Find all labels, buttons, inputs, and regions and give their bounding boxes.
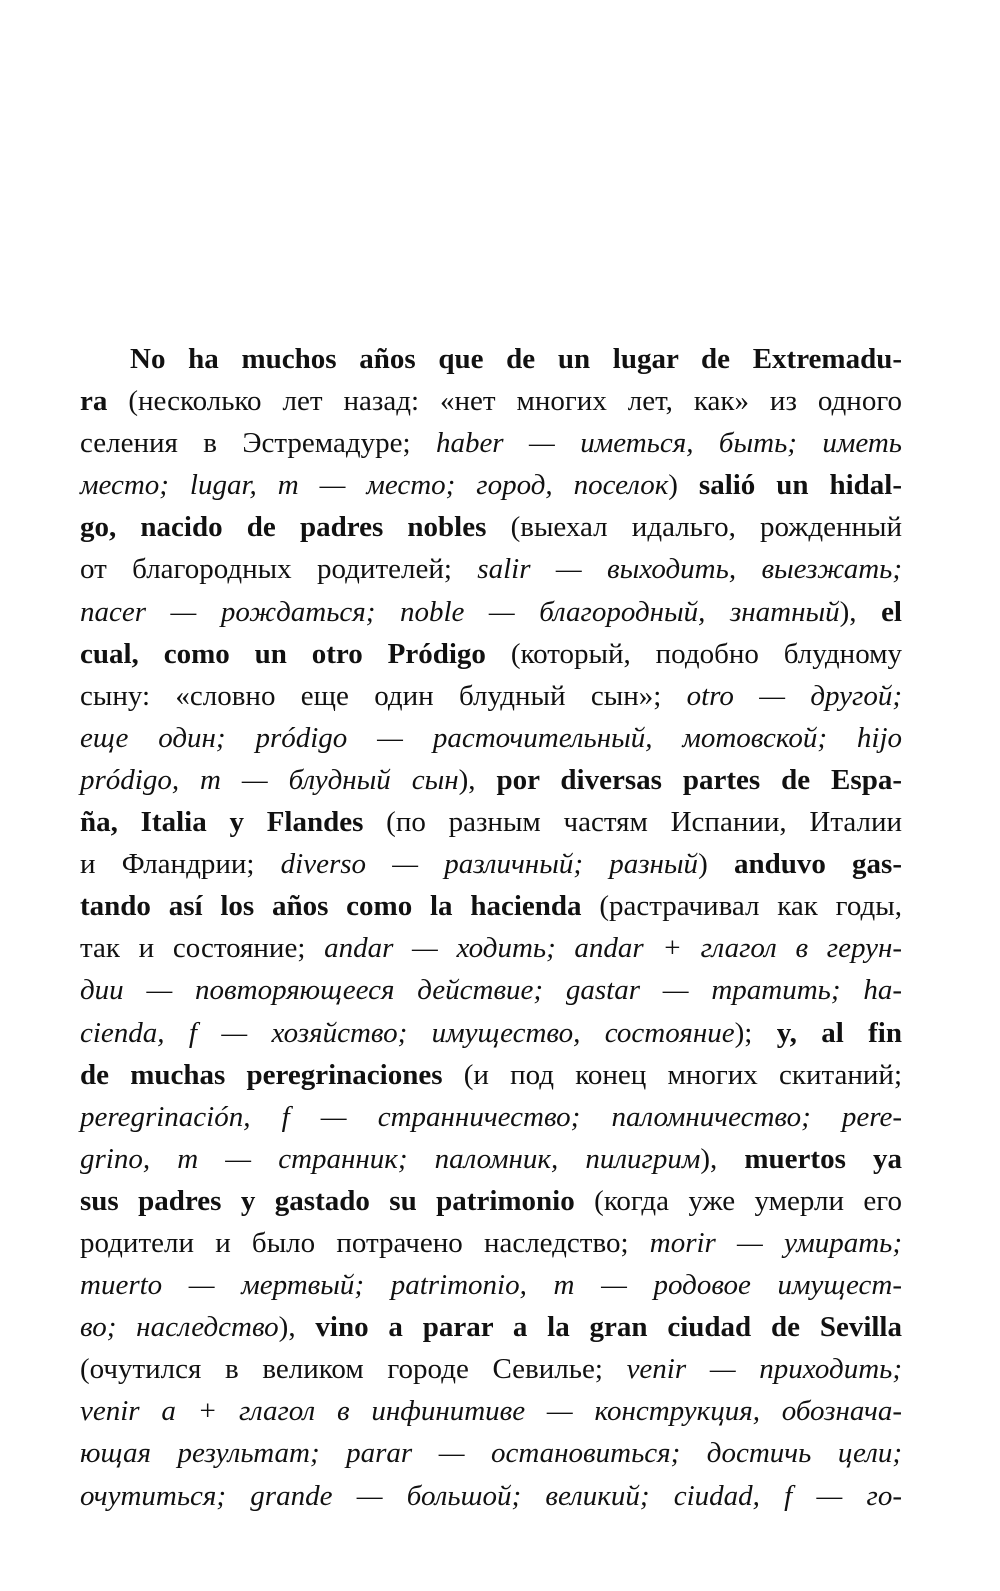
- text-line: [80, 717, 902, 759]
- spanish-text: vino a parar a la gran ciudad de Sevilla: [315, 1311, 902, 1344]
- text-line: [80, 1432, 902, 1474]
- gloss-text: ющая результат; parar — остановиться; достичь цели;: [80, 1437, 902, 1470]
- spanish-text: tando así los años como la hacienda: [80, 890, 582, 923]
- text-line: [80, 548, 902, 590]
- text-line: [80, 759, 902, 801]
- spanish-text: anduvo gas-: [733, 848, 902, 881]
- text-line: [80, 1096, 902, 1138]
- spanish-text: No ha muchos años que de un lugar de Extremadu-: [130, 343, 902, 375]
- gloss-text: cienda, f — хозяйство; имущество, состояние: [80, 1016, 735, 1049]
- gloss-text: andar — ходить; andar + глагол в герун-: [324, 932, 902, 965]
- translation-text: (очутился в великом городе Севилье;: [80, 1353, 627, 1386]
- translation-text: от благородных родителей;: [80, 553, 478, 586]
- gloss-text: pródigo, m — блудный сын: [80, 763, 459, 796]
- text-line: [80, 1180, 902, 1222]
- text-line: [80, 1390, 902, 1432]
- translation-text: ),: [700, 1142, 745, 1175]
- translation-text: ): [668, 469, 699, 502]
- gloss-text: otro — другой;: [686, 679, 903, 712]
- translation-text: сыну: «словно еще один блудный сын»;: [80, 679, 687, 712]
- gloss-text: место; lugar, m — место; город, поселок: [80, 469, 669, 502]
- translation-text: ),: [458, 763, 497, 796]
- gloss-text: дии — повторяющееся действие; gastar — тратить; ha-: [80, 974, 902, 1007]
- gloss-text: salir — выходить, выезжать;: [477, 553, 902, 586]
- translation-text: ): [698, 848, 734, 881]
- text-line: [80, 1138, 902, 1180]
- translation-text: селения в Эстремадуре;: [80, 427, 436, 460]
- text-line: [80, 338, 902, 380]
- text-line: [80, 1306, 902, 1348]
- spanish-text: de muchas peregrinaciones: [80, 1058, 443, 1091]
- text-line: [80, 1475, 902, 1517]
- spanish-text: ra: [80, 385, 108, 418]
- text-line: [80, 464, 902, 506]
- spanish-text: muertos ya: [744, 1142, 902, 1175]
- body-text: [80, 338, 902, 1517]
- spanish-text: salió un hidal-: [698, 469, 902, 502]
- spanish-text: sus padres y gastado su patrimonio: [80, 1184, 575, 1217]
- text-line: [80, 1348, 902, 1390]
- gloss-text: morir — умирать;: [649, 1226, 903, 1259]
- text-line: [80, 380, 902, 422]
- translation-text: (который, подобно блудному: [485, 637, 903, 670]
- text-line: [80, 591, 902, 633]
- translation-text: (когда уже умерли его: [574, 1184, 902, 1217]
- gloss-text: venir — приходить;: [626, 1353, 902, 1386]
- text-line: [80, 1222, 902, 1264]
- text-line: [80, 633, 902, 675]
- gloss-text: во; наследство: [80, 1311, 279, 1344]
- spanish-text: ña, Italia y Flandes: [80, 806, 364, 839]
- translation-text: родители и было потрачено наследство;: [80, 1226, 650, 1259]
- gloss-text: grino, m — странник; паломник, пилигрим: [80, 1142, 701, 1175]
- text-line: [80, 801, 902, 843]
- text-line: [80, 843, 902, 885]
- spanish-text: por diversas partes de Espa-: [496, 763, 902, 796]
- translation-text: (по разным частям Испании, Италии: [363, 806, 902, 839]
- gloss-text: очутиться; grande — большой; великий; ciudad, f — го-: [80, 1479, 902, 1512]
- translation-text: (и под конец многих скитаний;: [442, 1058, 902, 1091]
- text-line: [80, 675, 902, 717]
- gloss-text: peregrinación, f — странничество; паломничество; pere-: [80, 1100, 902, 1133]
- gloss-text: venir a + глагол в инфинитиве — конструкция, обознача-: [80, 1395, 902, 1428]
- translation-text: (растрачивал как годы,: [581, 890, 902, 923]
- text-line: [80, 927, 902, 969]
- spanish-text: el: [881, 595, 902, 628]
- text-line: [80, 422, 902, 464]
- gloss-text: muerto — мертвый; patrimonio, m — родовое имущест-: [80, 1269, 902, 1302]
- text-line: [80, 1054, 902, 1096]
- gloss-text: diverso — различный; разный: [280, 848, 699, 881]
- gloss-text: еще один; pródigo — расточительный, мотовской; hijo: [80, 721, 902, 754]
- translation-text: (несколько лет назад: «нет многих лет, как» из одного: [107, 385, 902, 418]
- translation-text: ),: [278, 1311, 316, 1344]
- text-line: [80, 506, 902, 548]
- text-line: [80, 885, 902, 927]
- spanish-text: go, nacido de padres nobles: [80, 511, 487, 544]
- gloss-text: haber — иметься, быть; иметь: [435, 427, 903, 460]
- text-line: [80, 1012, 902, 1054]
- translation-text: и Фландрии;: [80, 848, 281, 881]
- text-line: [80, 1264, 902, 1306]
- translation-text: так и состояние;: [80, 932, 325, 965]
- text-line: [80, 969, 902, 1011]
- gloss-text: nacer — рождаться; noble — благородный, знатный: [80, 595, 840, 628]
- spanish-text: cual, como un otro Pródigo: [80, 637, 486, 670]
- translation-text: ),: [839, 595, 882, 628]
- spanish-text: y, al fin: [776, 1016, 902, 1049]
- translation-text: (выехал идальго, рожденный: [486, 511, 902, 544]
- translation-text: );: [734, 1016, 777, 1049]
